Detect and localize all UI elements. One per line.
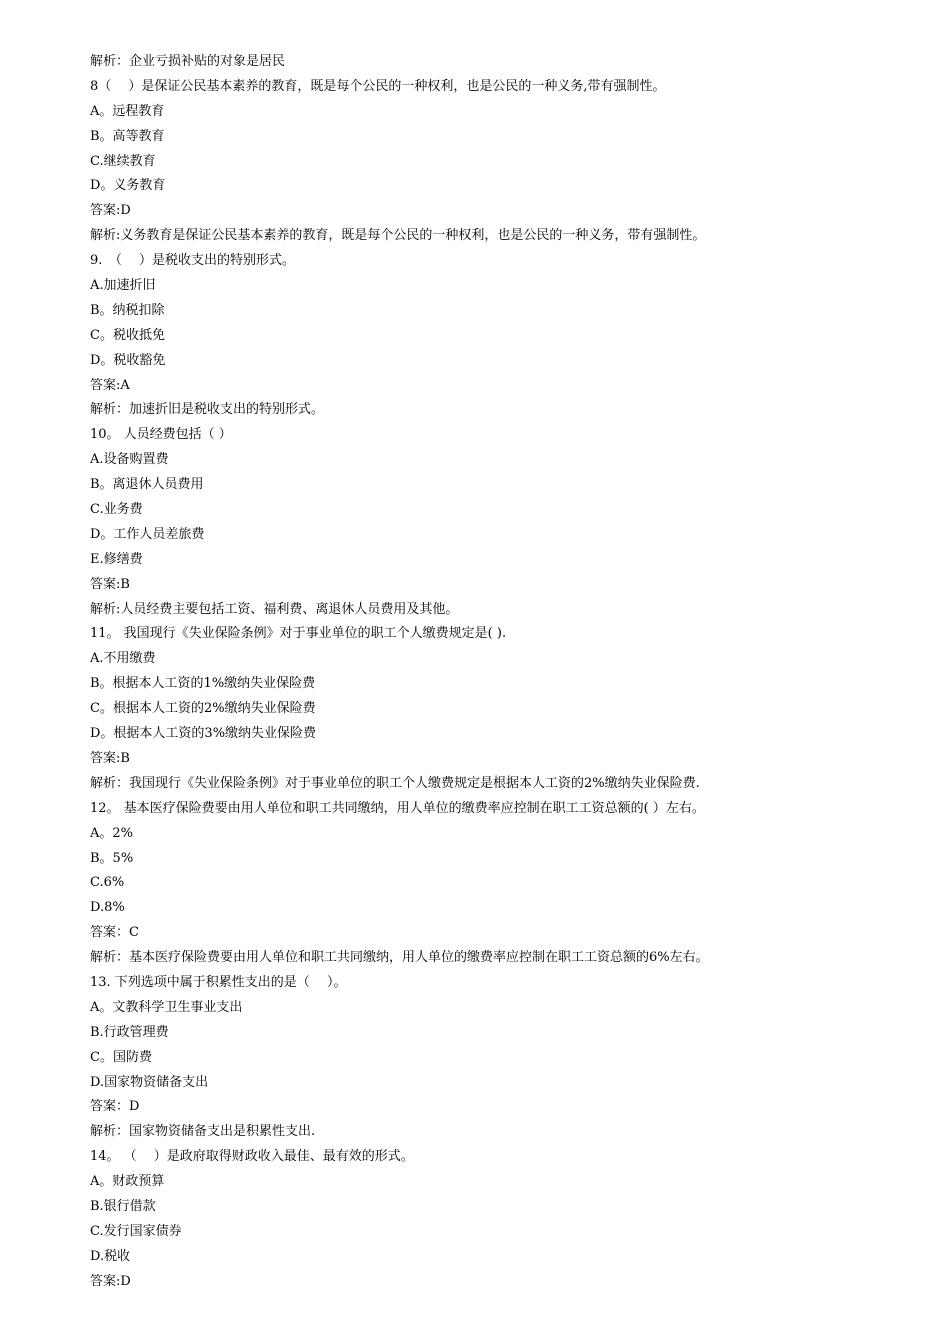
text-line: 解析：加速折旧是税收支出的特别形式。 (90, 402, 325, 418)
text-line: A.加速折旧 (90, 278, 156, 294)
text-line: B.银行借款 (90, 1198, 156, 1214)
text-line: C.6% (90, 875, 125, 891)
text-line: A。财政预算 (90, 1174, 165, 1190)
text-line: C.继续教育 (90, 153, 156, 169)
text-line: 解析：我国现行《失业保险条例》对于事业单位的职工个人缴费规定是根据本人工资的2%缴纳失业保险费. (90, 775, 700, 791)
text-line: E.修缮费 (90, 551, 143, 567)
text-line: B。离退休人员费用 (90, 477, 204, 493)
text-line: 13. 下列选项中属于积累性支出的是（ ）。 (90, 974, 347, 990)
text-line: 9. （ ）是税收支出的特别形式。 (90, 253, 296, 269)
text-line: 8（ ）是保证公民基本素养的教育，既是每个公民的一种权利，也是公民的一种义务,带有强制性。 (90, 78, 666, 94)
text-line: B。高等教育 (90, 128, 165, 144)
text-line: D。工作人员差旅费 (90, 526, 205, 542)
text-line: 答案：D (90, 1099, 140, 1115)
text-line: A.设备购置费 (90, 452, 169, 468)
text-line: B。5% (90, 850, 134, 866)
text-line: B。根据本人工资的1%缴纳失业保险费 (90, 676, 316, 692)
text-line: C.业务费 (90, 502, 143, 518)
text-line: 答案:B (90, 750, 130, 766)
text-line: D.国家物资储备支出 (90, 1074, 209, 1090)
text-line: C.发行国家债券 (90, 1223, 182, 1239)
text-line: 14。 （ ）是政府取得财政收入最佳、最有效的形式。 (90, 1149, 414, 1165)
text-line: 解析：国家物资储备支出是积累性支出. (90, 1124, 316, 1140)
text-line: 12。 基本医疗保险费要由用人单位和职工共同缴纳，用人单位的缴费率应控制在职工工资总额的( ）左右。 (90, 800, 705, 816)
text-line: 答案:B (90, 576, 130, 592)
text-line: A.不用缴费 (90, 651, 156, 667)
text-line: 答案:D (90, 203, 131, 219)
text-line: B.行政管理费 (90, 1024, 169, 1040)
text-line: A。2% (90, 825, 134, 841)
text-line: 解析：企业亏损补贴的对象是居民 (90, 54, 286, 69)
text-line: D。义务教育 (90, 178, 166, 194)
text-line: 答案:D (90, 1273, 131, 1289)
text-line: D。根据本人工资的3%缴纳失业保险费 (90, 726, 317, 742)
text-line: C。税收抵免 (90, 327, 165, 343)
text-line: 解析：基本医疗保险费要由用人单位和职工共同缴纳，用人单位的缴费率应控制在职工工资总额的6%左右。 (90, 950, 709, 966)
text-line: 解析:义务教育是保证公民基本素养的教育，既是每个公民的一种权利，也是公民的一种义务，带有强制性。 (90, 228, 706, 244)
text-line: 答案：C (90, 925, 139, 941)
text-line: 11。 我国现行《失业保险条例》对于事业单位的职工个人缴费规定是( ). (90, 626, 507, 642)
text-line: C。国防费 (90, 1049, 152, 1065)
text-line: 答案:A (90, 377, 130, 393)
text-line: D.8% (90, 900, 125, 916)
text-line: B。纳税扣除 (90, 302, 165, 318)
text-line: 10。 人员经费包括（ ） (90, 427, 232, 443)
text-line: A。文教科学卫生事业支出 (90, 999, 243, 1015)
text-line: D.税收 (90, 1248, 131, 1264)
text-line: 解析:人员经费主要包括工资、福利费、离退休人员费用及其他。 (90, 601, 459, 617)
text-line: D。税收豁免 (90, 352, 166, 368)
text-line: C。根据本人工资的2%缴纳失业保险费 (90, 701, 316, 717)
text-line: A。远程教育 (90, 103, 165, 119)
document-page (90, 50, 870, 1295)
